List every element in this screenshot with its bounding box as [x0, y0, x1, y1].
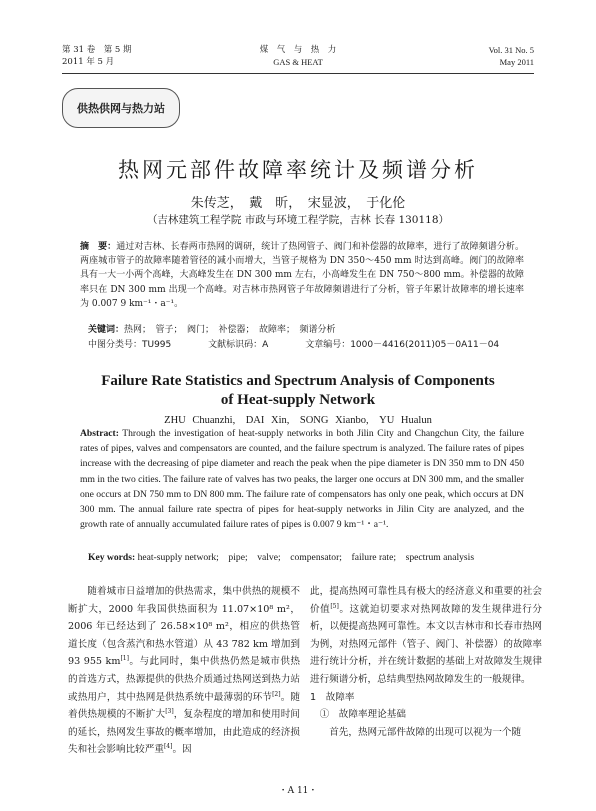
journal-date: 2011 年 5 月: [62, 57, 115, 67]
authors-en: ZHU Chuanzhi, DAI Xin, SONG Xianbo, YU Hualun: [164, 415, 432, 426]
article-title-en-line1: Failure Rate Statistics and Spectrum Analysis of Components: [101, 373, 495, 389]
keywords-cn-label: 关键词：: [88, 325, 125, 335]
clc-number: 中图分类号：TU995: [88, 340, 172, 350]
body-right-paragraph-2: 首先，热网元部件故障的出现可以视为一个随: [329, 726, 522, 738]
journal-volume: 第 31 卷 第 5 期: [62, 45, 132, 55]
body-column-left: [68, 583, 300, 759]
column-label: 供热供网与热力站: [62, 88, 180, 128]
subsection-heading-1: ① 故障率理论基础: [319, 709, 406, 721]
body-left-text-1: 随着城市日益增加的供热需求，集中供热的规模不断扩大，2000 年我国供热面积为 11.07×10⁸ m²，2006 年已经达到了 26.58×10⁸ m²，相应的供热管道长度（包含蒸汽和热水管道）从 43 782 km 增加到 93 955 km: [68, 586, 300, 668]
article-title-cn: 热网元部件故障率统计及频谱分析: [118, 158, 478, 182]
body-right-text-1: 此，提高热网可靠性具有极大的经济意义和重要的社会价值: [310, 586, 542, 615]
citation-5: [5]: [330, 602, 339, 610]
citation-2: [2]: [272, 690, 281, 698]
citation-3: [3]: [165, 707, 174, 715]
journal-name-en: GAS & HEAT: [273, 57, 323, 67]
journal-name-cn: 煤 气 与 热 力: [259, 45, 337, 55]
keywords-en-text: heat-supply network; pipe; valve; compensator; failure rate; spectrum analysis: [137, 552, 475, 563]
affiliation-cn: （吉林建筑工程学院 市政与环境工程学院，吉林 长春 130118）: [146, 214, 450, 226]
document-code: 文献标识码：A: [208, 340, 269, 350]
classification-line: [88, 337, 533, 350]
body-left-text-2: 。与此同时，集中供热仍然是城市供热的首选方式，热源提供的供热介质通过热网送到热力站或热用户，其中热网是供热系统中最薄弱的环节: [68, 656, 301, 703]
page-number: ・A 11・: [278, 786, 318, 796]
citation-4: [4]: [163, 743, 173, 751]
citation-1: [1]: [120, 655, 129, 663]
abstract-cn: [80, 240, 524, 311]
body-left-text-5: 。因: [172, 744, 192, 756]
article-title-en: [0, 372, 596, 410]
keywords-cn: [88, 322, 336, 335]
abstract-cn-text: 通过对吉林、长春两市热网的调研，统计了热网管子、阀门和补偿器的故障率，进行了故障频谱分析。两座城市管子的故障率随着管径的减小而增大，当管子规格为 DN 350～450 mm 时达到高峰。阀门的故障率具有一大一小两个高峰，大高峰发生在 DN 300 mm 左右，小高峰发生在 DN 750～800 mm。补偿器的故障率只在 DN 300 mm 出现一个高峰。对吉林市热网管子年故障频谱进行了分析，管子年累计故障率的增长速率为 0.007 9 km⁻¹・a⁻¹。: [80, 242, 524, 309]
body-left-text-4: ，复杂程度的增加和使用时间的延长，热网发生事故的概率增加，由此造成的经济损失和社会影响比较严重: [68, 709, 301, 756]
body-right-text-1b: 。这就迫切要求对热网故障的发生规律进行分析，以便提高热网可靠性。本文以吉林市和长春市热网为例，对热网元部件（管子、阀门、补偿器）的故障率进行统计分析，并在统计数据的基础上对故障发生规律进行频谱分析，总结典型热网故障发生的一般规律。: [310, 603, 543, 685]
article-title-en-line2: of Heat-supply Network: [220, 392, 376, 408]
section-heading-1: 1 故障率: [310, 691, 355, 703]
abstract-cn-label: 摘 要：: [80, 242, 117, 252]
body-column-right: [310, 583, 542, 741]
header-divider: [62, 73, 534, 74]
body-left-text-3: 。随着供热规模的不断扩大: [68, 691, 301, 721]
journal-volume-info-en: [489, 44, 534, 68]
keywords-en: [88, 549, 474, 563]
journal-date-en: May 2011: [499, 57, 534, 67]
abstract-en: [80, 426, 524, 532]
body-right-paragraph-1: [310, 583, 542, 689]
keywords-cn-text: 热网； 管子； 阀门； 补偿器； 故障率； 频谱分析: [124, 325, 336, 335]
authors-cn: 朱传芝， 戴 昕， 宋显波， 于化伦: [190, 196, 406, 211]
abstract-en-text: Through the investigation of heat-supply networks in both Jilin City and Changchun City, the failure rates of pipes, valves and compensators are counted, and the failure spectrum is analyzed. The failure rates of pipes increase with the decreasing of pipe diameter and reach the peak when the pipe diameter is DN 350 mm to DN 450 mm in the two cities. The failure rate of valves has two peaks, the larger one occurs at DN 300 mm, and the smaller one occurs at DN 750 mm to DN 800 mm. The failure rate of compensators has only one peak, which occurs at DN 300 mm. The annual failure rate spectra of pipes for heat-supply networks in Jilin City are analyzed, and the growth rate of annually accumulated failure rates of pipes is 0.007 9 km⁻¹・a⁻¹.: [80, 428, 524, 531]
keywords-en-label: Key words:: [88, 552, 136, 563]
abstract-en-label: Abstract:: [80, 428, 119, 439]
article-number: 文章编号：1000－4416(2011)05－0A11－04: [305, 340, 500, 350]
journal-volume-en: Vol. 31 No. 5: [488, 45, 534, 55]
